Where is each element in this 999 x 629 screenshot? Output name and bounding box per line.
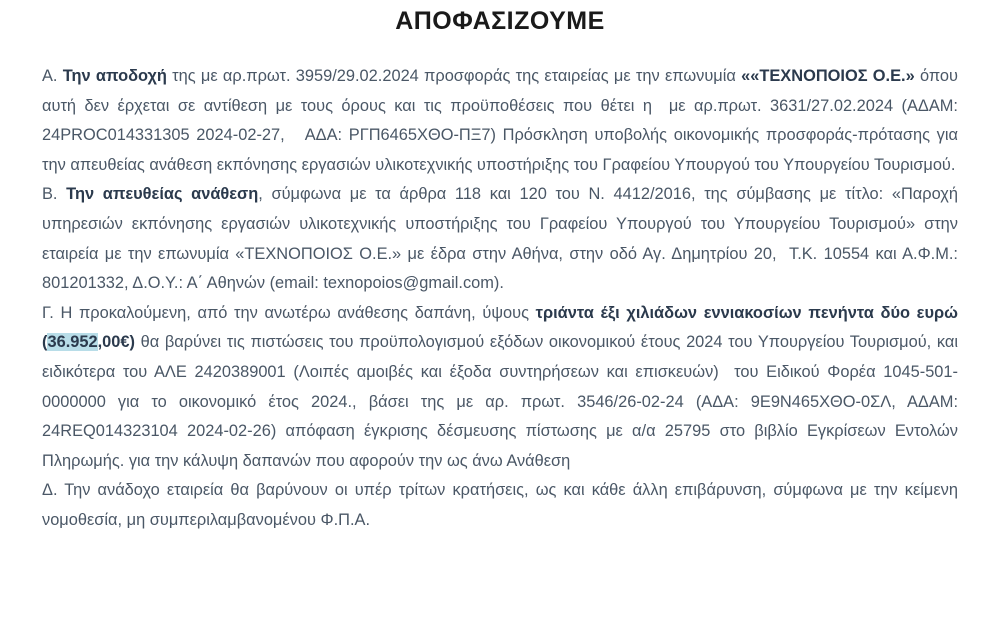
text-segment: Γ. Η προκαλούμενη, από την ανωτέρω ανάθεσης δαπάνη, ύψους (42, 303, 536, 322)
text-segment: όπου αυτή δεν έρχεται σε αντίθεση με τους όρους και τις προϋποθέσεις που θέτει η με αρ.πρωτ. 3631/27.02.2024 (ΑΔΑΜ: 24PROC014331305 2024-02-27, ΑΔΑ: ΡΓΠ6465ΧΘΟ-ΠΞ7) Πρόσκληση υποβολής οικονομικής προσφοράς-πρότασης για την απευθείας ανάθεση εκπόνησης εργασιών υλικοτεχνικής υποστήριξης του Γραφείου Υπουργού του Υπουργείου Τουρισμού. (42, 67, 963, 174)
paragraph-G (42, 299, 963, 477)
text-segment: Α. (42, 67, 63, 85)
text-segment: της με αρ.πρωτ. 3959/29.02.2024 προσφοράς της εταιρείας με την επωνυμία (166, 67, 742, 85)
document-body (42, 62, 963, 536)
document-title: ΑΠΟΦΑΣΙΖΟΥΜΕ (395, 7, 605, 35)
bold-text-segment: Την αποδοχή (62, 67, 167, 85)
bold-text-segment: Την απευθείας ανάθεση (66, 185, 259, 204)
text-segment: θα βαρύνει τις πιστώσεις του προϋπολογισμού εξόδων οικονομικού έτους 2024 του Υπουργείου Τουρισμού, και ειδικότερα του ΑΛΕ 2420389001 (Λοιπές αμοιβές και έξοδα συντηρήσεων και επισκευών) του Ειδικού Φορέα 1045-501-0000000 για το οικονομικό έτος 2024., βάσει της με αρ. πρωτ. 3546/26-02-24 (ΑΔΑ: 9Ε9Ν465ΧΘΟ-0ΣΛ, ΑΔΑΜ: 24REQ014323104 2024-02-26) απόφαση έγκρισης δέσμευσης πίστωσης με α/α 25795 στο βιβλίο Εγκρίσεων Εντολών Πληρωμής. για την κάλυψη δαπανών που αφορούν την ως άνω Ανάθεση (42, 333, 963, 470)
paragraph-D (42, 476, 963, 535)
text-segment: , σύμφωνα με τα άρθρα 118 και 120 του Ν. 4412/2016, της σύμβασης με τίτλο: «Παροχή υπηρεσιών εκπόνησης εργασιών υλικοτεχνικής υποστήριξης του Γραφείου Υπουργού του Υπουργείου Τουρισμού» στην εταιρεία με την επωνυμία «ΤΕΧΝΟΠΟΙΟΣ Ο.Ε.» με έδρα στην Αθήνα, στην οδό Αγ. Δημητρίου 20, Τ.Κ. 10554 και Α.Φ.Μ.: 801201332, Δ.Ο.Υ.: Α΄ Αθηνών (email: texnopoios@gmail.com). (42, 185, 963, 293)
paragraph-A (42, 62, 963, 180)
text-segment: Δ. Την ανάδοχο εταιρεία θα βαρύνουν οι υπέρ τρίτων κρατήσεις, ως και κάθε άλλη επιβάρυνση, σύμφωνα με την κείμενη νομοθεσία, μη συμπεριλαμβανομένου Φ.Π.Α. (42, 481, 963, 529)
bold-text-segment: ,00€) (97, 333, 135, 352)
text-segment: Β. (42, 185, 67, 204)
bold-text-segment: τριάντα έξι χιλιάδων εννιακοσίων πενήντα δύο ευρώ ( (42, 303, 963, 352)
bold-text-segment: ««ΤΕΧΝΟΠΟΙΟΣ Ο.Ε.» (741, 67, 915, 85)
paragraph-B (42, 180, 963, 298)
highlighted-amount: 36.952 (47, 333, 98, 352)
